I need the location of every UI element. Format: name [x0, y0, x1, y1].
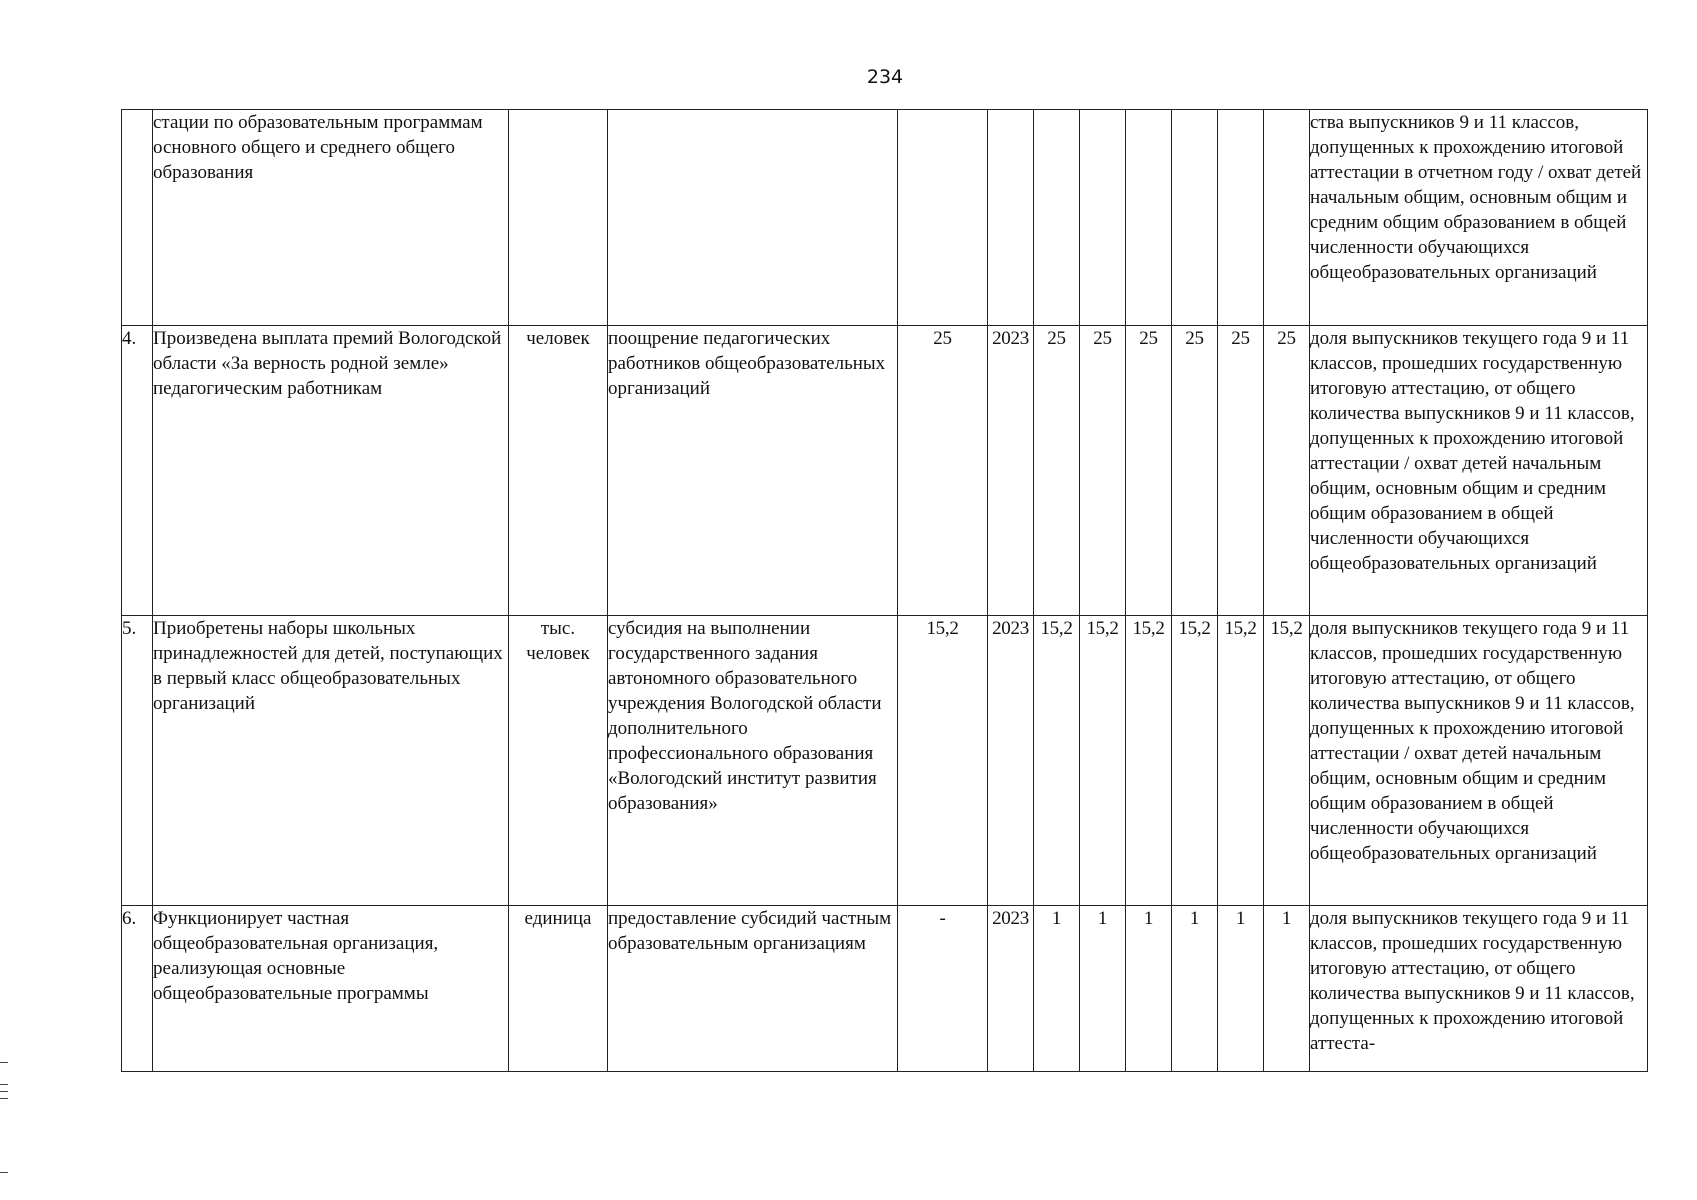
row-number: 4. — [122, 326, 153, 616]
base-value: 15,2 — [898, 616, 988, 906]
table-row — [122, 616, 1648, 906]
unit: тыс. человек — [509, 616, 608, 906]
base-value — [898, 110, 988, 326]
measure-name: Произведена выплата премий Вологодской области «За верность родной земле» педагогическим работникам — [153, 326, 509, 616]
basis — [608, 110, 898, 326]
scan-mark — [0, 1091, 8, 1092]
base-year — [988, 110, 1034, 326]
measure-name: стации по образовательным программам основного общего и среднего общего образования — [153, 110, 509, 326]
value-year-2: 25 — [1080, 326, 1126, 616]
row-number: 6. — [122, 906, 153, 1072]
scan-mark — [0, 1062, 8, 1063]
indicator: доля выпускников текущего года 9 и 11 классов, прошедших государственную итоговую аттестацию, от общего количества выпускников 9 и 11 классов, допущенных к прохождению итоговой аттестации / охват детей начальным общим, основным общим и средним общим образованием в общей численности обучающихся общеобразовательных организаций — [1310, 616, 1648, 906]
value-year-4: 15,2 — [1172, 616, 1218, 906]
row-number — [122, 110, 153, 326]
base-value: - — [898, 906, 988, 1072]
value-year-4: 1 — [1172, 906, 1218, 1072]
indicator: доля выпускников текущего года 9 и 11 классов, прошедших государственную итоговую аттестацию, от общего количества выпускников 9 и 11 классов, допущенных к прохождению итоговой аттеста- — [1310, 906, 1648, 1072]
value-year-3: 25 — [1126, 326, 1172, 616]
scan-mark — [0, 1098, 8, 1099]
table-row — [122, 110, 1648, 326]
scan-mark — [0, 1172, 8, 1173]
measure-name: Приобретены наборы школьных принадлежностей для детей, поступающих в первый класс общеобразовательных организаций — [153, 616, 509, 906]
value-year-5 — [1218, 110, 1264, 326]
value-year-1: 25 — [1034, 326, 1080, 616]
value-year-3 — [1126, 110, 1172, 326]
value-year-5: 15,2 — [1218, 616, 1264, 906]
basis: субсидия на выполнении государственного задания автономного образовательного учреждения Вологодской области дополнительного профессионального образования «Вологодский институт развития образования» — [608, 616, 898, 906]
value-year-1: 1 — [1034, 906, 1080, 1072]
indicator: ства выпускников 9 и 11 классов, допущенных к прохождению итоговой аттестации в отчетном году / охват детей начальным общим, основным общим и средним общим образованием в общей численности обучающихся общеобразовательных организаций — [1310, 110, 1648, 326]
page-number: 234 — [866, 66, 904, 88]
basis: предоставление субсидий частным образовательным организациям — [608, 906, 898, 1072]
value-year-6 — [1264, 110, 1310, 326]
value-year-4: 25 — [1172, 326, 1218, 616]
value-year-5: 25 — [1218, 326, 1264, 616]
row-number: 5. — [122, 616, 153, 906]
unit: человек — [509, 326, 608, 616]
value-year-2 — [1080, 110, 1126, 326]
value-year-2: 15,2 — [1080, 616, 1126, 906]
scan-mark — [0, 1084, 8, 1085]
basis: поощрение педагогических работников общеобразовательных организаций — [608, 326, 898, 616]
value-year-6: 25 — [1264, 326, 1310, 616]
value-year-4 — [1172, 110, 1218, 326]
value-year-6: 15,2 — [1264, 616, 1310, 906]
value-year-3: 15,2 — [1126, 616, 1172, 906]
measure-name: Функционирует частная общеобразовательная организация, реализующая основные общеобразовательные программы — [153, 906, 509, 1072]
indicator: доля выпускников текущего года 9 и 11 классов, прошедших государственную итоговую аттестацию, от общего количества выпускников 9 и 11 классов, допущенных к прохождению итоговой аттестации / охват детей начальным общим, основным общим и средним общим образованием в общей численности обучающихся общеобразовательных организаций — [1310, 326, 1648, 616]
base-year: 2023 — [988, 326, 1034, 616]
unit: единица — [509, 906, 608, 1072]
table-row — [122, 906, 1648, 1072]
measures-table — [121, 109, 1648, 1072]
value-year-2: 1 — [1080, 906, 1126, 1072]
unit — [509, 110, 608, 326]
table-row — [122, 326, 1648, 616]
base-year: 2023 — [988, 616, 1034, 906]
value-year-5: 1 — [1218, 906, 1264, 1072]
base-value: 25 — [898, 326, 988, 616]
value-year-6: 1 — [1264, 906, 1310, 1072]
value-year-1: 15,2 — [1034, 616, 1080, 906]
value-year-3: 1 — [1126, 906, 1172, 1072]
base-year: 2023 — [988, 906, 1034, 1072]
value-year-1 — [1034, 110, 1080, 326]
